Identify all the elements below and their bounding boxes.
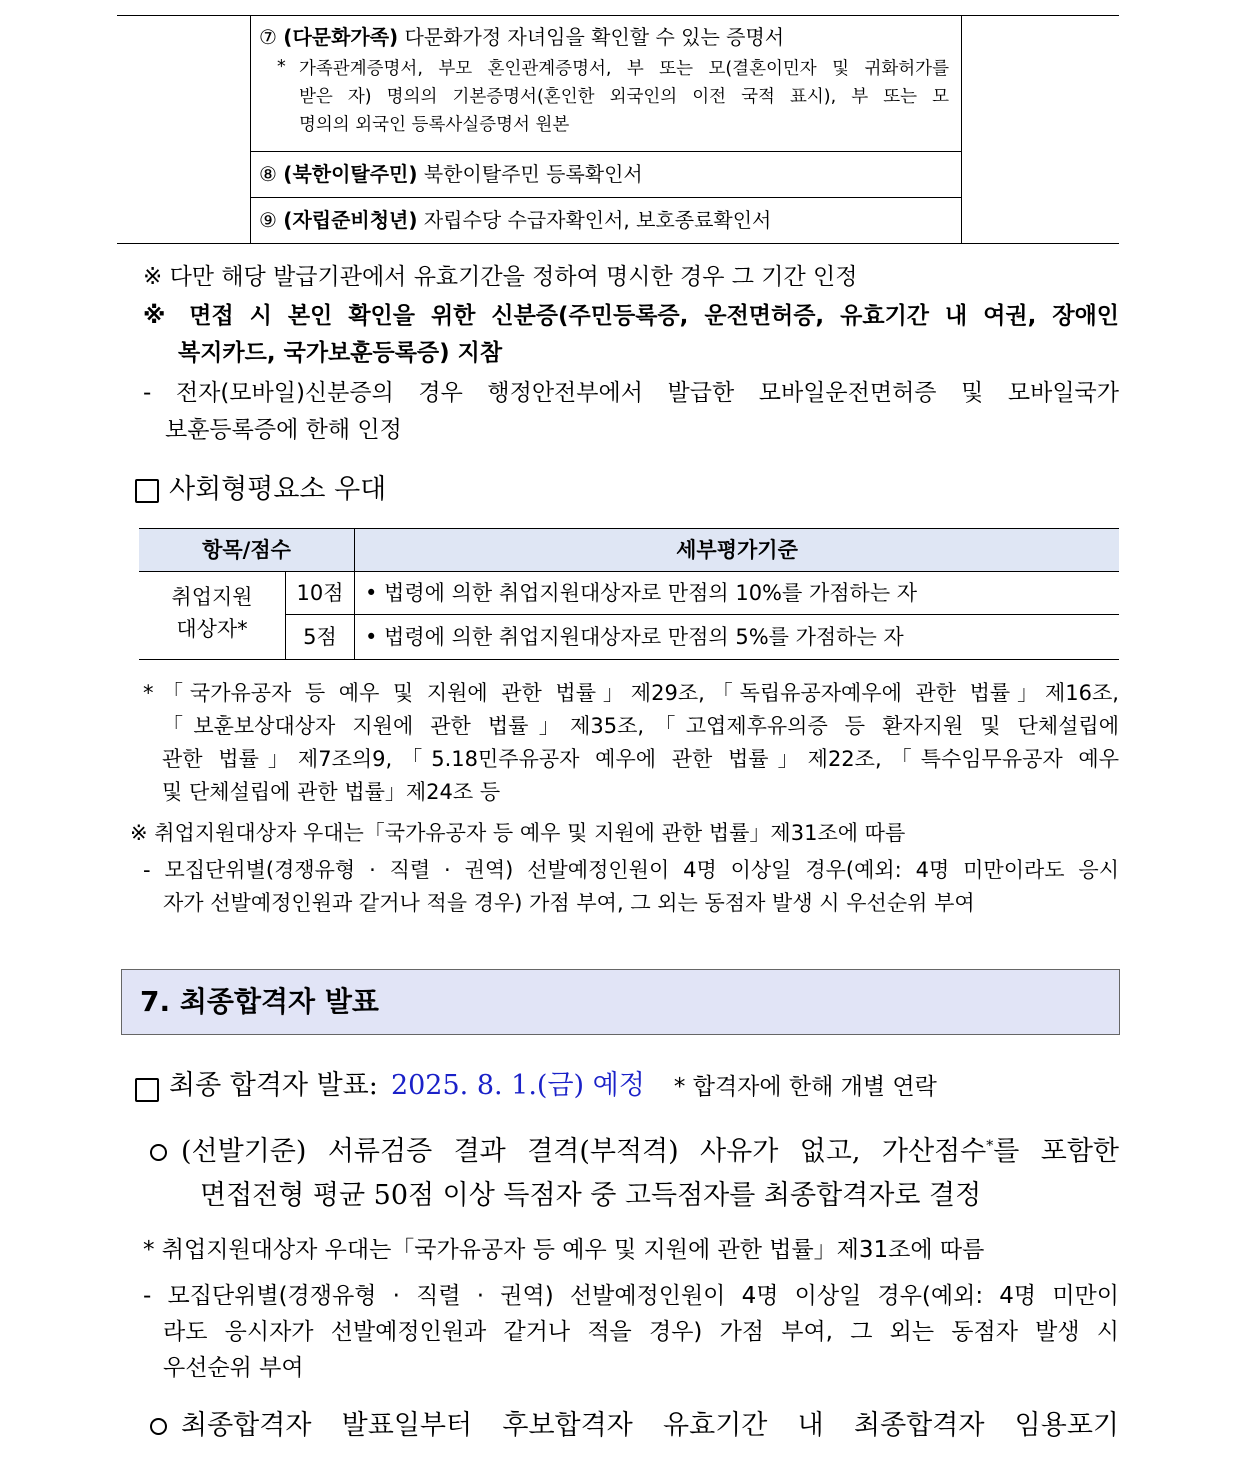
category-line: 대상자*	[176, 617, 248, 641]
sub-note-line: 가족관계증명서, 부모 혼인관계증명서, 부 또는 모(결혼이민자 및 귀화허가를	[299, 59, 949, 79]
table-divider	[961, 16, 962, 243]
circle-bullet-icon	[150, 1418, 167, 1435]
footnote-line: 「국가유공자 등 예우 및 지원에 관한 법률」제29조,「독립유공자예우에 관한 법률」제16조,	[162, 681, 1119, 705]
selection-criteria	[150, 1124, 1119, 1174]
unit-note-cont: 우선순위 부여	[163, 1355, 304, 1381]
item-sub-note	[279, 55, 949, 139]
mobile-id-note-cont: 보훈등록증에 한해 인정	[165, 417, 402, 443]
score-cell: 10점	[296, 581, 344, 605]
criteria-text: 를 포함한	[993, 1136, 1119, 1167]
checkbox-icon	[135, 479, 159, 503]
unit-note: - 모집단위별(경쟁유형 · 직렬 · 권역) 선발예정인원이 4명 이상일 경우(예외: 4명 미만이라도 응시	[143, 858, 1119, 882]
unit-note-cont: 자가 선발예정인원과 같거나 적을 경우) 가점 부여, 그 외는 동점자 발생 시 우선순위 부여	[163, 891, 975, 915]
criteria-cell: • 법령에 의한 취업지원대상자로 만점의 10%를 가점하는 자	[365, 581, 918, 605]
id-required-note-cont: 복지카드, 국가보훈등록증) 지참	[178, 340, 503, 366]
item-number: ⑧	[259, 162, 277, 186]
criteria-cell: • 법령에 의한 취업지원대상자로 만점의 5%를 가점하는 자	[365, 625, 904, 649]
footnote-mark: *	[277, 57, 286, 77]
final-note-text: 최종합격자 발표일부터 후보합격자 유효기간 내 최종합격자 임용포기	[181, 1410, 1119, 1441]
item-number: ⑨	[259, 208, 277, 232]
mobile-id-note: - 전자(모바일)신분증의 경우 행정안전부에서 발급한 모바일운전면허증 및 모바일국가	[143, 380, 1119, 406]
footnote-mark: *	[143, 681, 154, 705]
item-number: ⑦	[259, 25, 277, 49]
validity-note: ※ 다만 해당 발급기관에서 유효기간을 정하여 명시한 경우 그 기간 인정	[143, 264, 858, 290]
section-heading: 7. 최종합격자 발표	[140, 985, 379, 1018]
id-required-note: ※ 면접 시 본인 확인을 위한 신분증(주민등록증, 운전면허증, 유효기간 내 여권, 장애인	[143, 303, 1119, 329]
table-row	[259, 23, 784, 51]
table-row-divider	[250, 151, 961, 152]
item-category: (다문화가족)	[283, 25, 399, 49]
table-divider	[354, 529, 355, 659]
footnote-line: 관한 법률」제7조의9,「5.18민주유공자 예우에 관한 법률」제22조,「특수임무유공자 예우	[162, 747, 1119, 771]
item-category: (북한이탈주민)	[283, 162, 418, 186]
sub-note-line: 받은 자) 명의의 기본증명서(혼인한 외국인의 이전 국적 표시), 부 또는 모	[299, 87, 949, 107]
section-title-text: 사회형평요소 우대	[169, 474, 387, 505]
checkbox-icon	[135, 1078, 159, 1102]
table-row-divider	[250, 197, 961, 198]
circle-bullet-icon	[150, 1144, 167, 1161]
evaluation-table	[139, 528, 1119, 660]
announcement-date: 2025. 8. 1.(금) 예정	[390, 1070, 645, 1101]
table-row	[259, 160, 643, 188]
header-cell-criteria: 세부평가기준	[676, 538, 798, 562]
table-row	[259, 206, 771, 234]
unit-note-cont: 라도 응시자가 선발예정인원과 같거나 적을 경우) 가점 부여, 그 외는 동점자 발생 시	[163, 1319, 1119, 1345]
final-note	[150, 1404, 1119, 1448]
score-cell: 5점	[303, 625, 337, 649]
preference-note: * 취업지원대상자 우대는「국가유공자 등 예우 및 지원에 관한 법률」제31조에 따름	[143, 1237, 985, 1263]
category-line: 취업지원	[171, 585, 253, 609]
footnote-line: 「보훈보상대상자 지원에 관한 법률」제35조,「고엽제후유의증 등 환자지원 및 단체설립에	[162, 714, 1119, 738]
item-category: (자립준비청년)	[283, 208, 418, 232]
law-footnote	[162, 677, 1119, 809]
unit-note: - 모집단위별(경쟁유형 · 직렬 · 권역) 선발예정인원이 4명 이상일 경우(예외: 4명 미만이	[143, 1283, 1119, 1309]
sub-note-line: 명의의 외국인 등록사실증명서 원본	[299, 115, 570, 135]
table-header	[139, 529, 1119, 572]
announcement-label: 최종 합격자 발표:	[169, 1070, 378, 1101]
category-cell	[139, 581, 285, 645]
item-text: 자립수당 수급자확인서, 보호종료확인서	[423, 208, 772, 232]
selection-criteria-cont: 면접전형 평균 50점 이상 득점자 중 고득점자를 최종합격자로 결정	[200, 1180, 982, 1211]
item-text: 북한이탈주민 등록확인서	[423, 162, 643, 186]
documents-table	[117, 15, 1119, 244]
section-title	[135, 470, 386, 510]
footnote-mark: *	[986, 1138, 994, 1154]
header-cell-item: 항목/점수	[202, 538, 291, 562]
announcement-line	[135, 1066, 937, 1109]
item-text: 다문화가정 자녀임을 확인할 수 있는 증명서	[404, 25, 785, 49]
table-divider	[250, 16, 251, 243]
footnote-line: 및 단체설립에 관한 법률」제24조 등	[162, 780, 501, 804]
preference-note: ※ 취업지원대상자 우대는「국가유공자 등 예우 및 지원에 관한 법률」제31조에 따름	[130, 821, 906, 845]
announcement-note: * 합격자에 한해 개별 연락	[673, 1074, 937, 1100]
criteria-text: (선발기준) 서류검증 결과 결격(부적격) 사유가 없고, 가산점수	[181, 1136, 987, 1167]
section-header	[121, 969, 1120, 1035]
